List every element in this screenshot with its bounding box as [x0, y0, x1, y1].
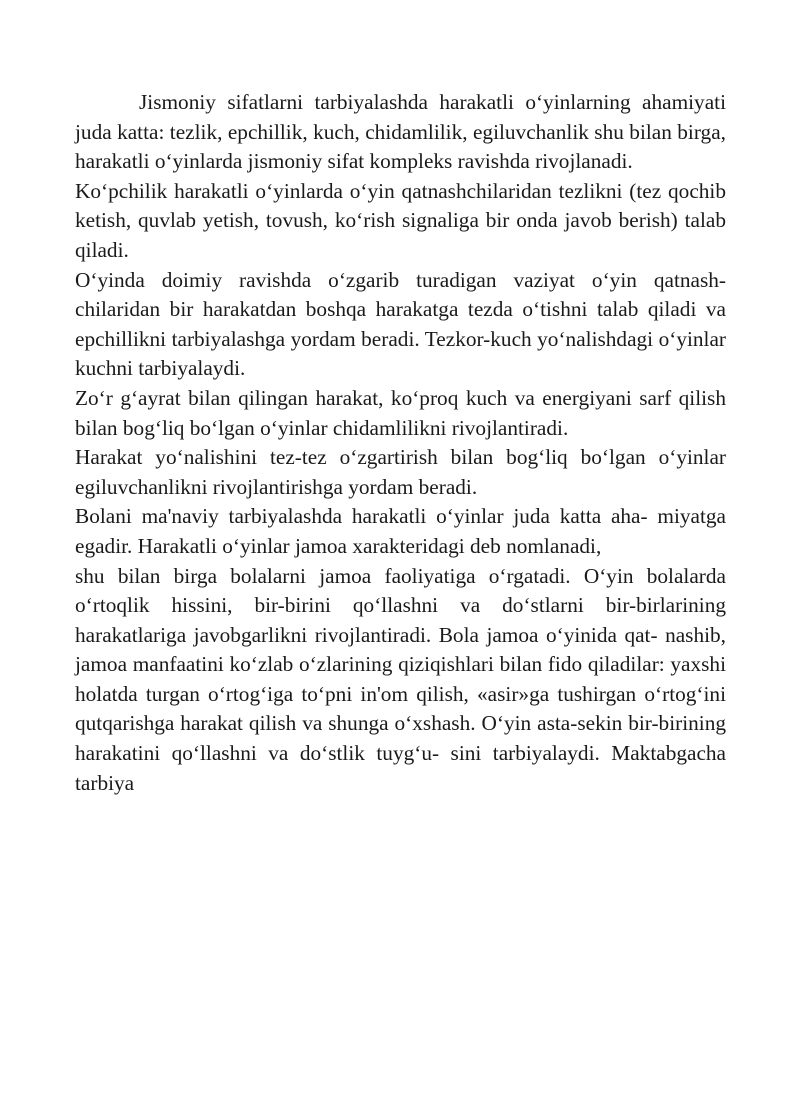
paragraph-4: Zo‘r g‘ayrat bilan qilingan harakat, ko‘proq kuch va energiyani sarf qilish bilan bog‘liq bo‘lgan o‘yinlar chidamlilikni rivojlantiradi. — [75, 385, 726, 440]
paragraph-2: Ko‘pchilik harakatli o‘yinlarda o‘yin qatnashchilaridan tezlikni (tez qochib ketish, quvlab yetish, tovush, ko‘rish signaliga bir onda javob berish) talab qiladi. — [75, 178, 726, 262]
paragraph-1: Jismoniy sifatlarni tarbiyalashda harakatli o‘yinlarning ahamiyati juda katta: tezlik, epchillik, kuch, chidamlilik, egiluvchanlik shu bilan birga, harakatli o‘yinlarda jismoniy sifat kompleks ravishda rivojlanadi. — [75, 90, 726, 174]
paragraph-6: Bolani ma'naviy tarbiyalashda harakatli o‘yinlar juda katta aha- miyatga egadir. Harakatli o‘yinlar jamoa xarakteridagi deb nomlanadi, — [75, 504, 726, 558]
document-page — [75, 88, 726, 798]
paragraph-7: shu bilan birga bolalarni jamoa faoliyatiga o‘rgatadi. O‘yin bolalarda o‘rtoqlik hissini, bir-birini qo‘llashni va do‘stlarni bir-birlarining harakatlariga javobgarlikni rivojlantiradi. Bola jamoa o‘yinida qat- nashib, jamoa manfaatini ko‘zlab o‘zlarining qiziqishlari bilan fido qiladilar: yaxshi holatda turgan o‘rtog‘iga to‘pni in'om qilish, «asir»ga tushirgan o‘rtog‘ini qutqarishga harakat qilish va shunga o‘xshash. O‘yin asta-sekin bir-birining harakatini qo‘llashni va do‘stlik tuyg‘u- sini tarbiyalaydi. Maktabgacha tarbiya — [75, 563, 726, 795]
paragraph-5: Harakat yo‘nalishini tez-tez o‘zgartirish bilan bog‘liq bo‘lgan o‘yinlar egiluvchanlikni rivojlantirishga yordam beradi. — [75, 445, 726, 499]
paragraph-3: O‘yinda doimiy ravishda o‘zgarib turadigan vaziyat o‘yin qatnash- chilaridan bir harakatdan boshqa harakatga tezda o‘tishni talab qiladi va epchillikni tarbiyalashga yordam beradi. Tezkor-kuch yo‘nalishdagi o‘yinlar kuchni tarbiyalaydi. — [75, 267, 726, 381]
